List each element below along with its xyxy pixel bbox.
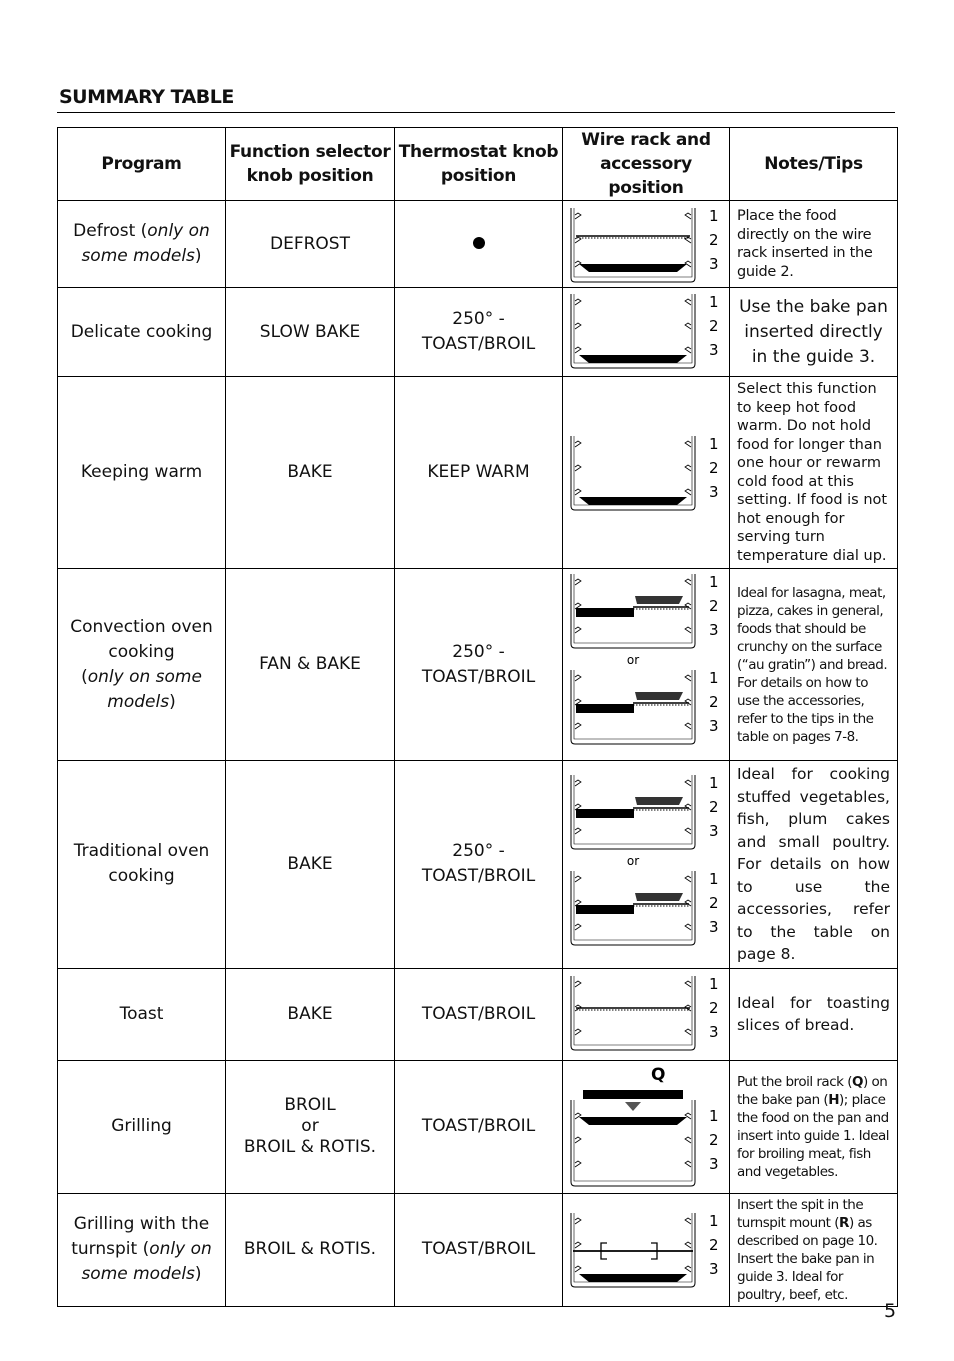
- notes-cell: [730, 1193, 898, 1306]
- rack-level-label: 2: [709, 596, 719, 615]
- bake-pan: [579, 264, 687, 272]
- rack-diagram-cell: [563, 968, 730, 1060]
- dot-symbol: [473, 237, 485, 249]
- oven-body: [571, 1100, 695, 1186]
- guide-right: [685, 723, 691, 729]
- page-number: 5: [884, 1300, 897, 1322]
- guide-left: [575, 579, 581, 585]
- rack-level-label: 1: [709, 293, 719, 311]
- rack-level-label: 2: [709, 894, 719, 913]
- header-thermostat-line2: position: [440, 166, 517, 186]
- thermostat-cell: KEEP WARM: [395, 377, 563, 569]
- rack-level-label: 2: [709, 317, 719, 335]
- guide-right: [685, 876, 691, 882]
- guide-right: [685, 1218, 691, 1224]
- function-cell: BAKE: [226, 377, 395, 569]
- guide-left: [575, 780, 581, 786]
- program-italic: only on some models: [81, 1239, 212, 1284]
- program-text-end: ): [194, 1264, 202, 1284]
- down-arrow-icon: [625, 1102, 641, 1111]
- rack-diagram-cell: [563, 569, 730, 761]
- notes-text: Insert the spit in the turnspit mount (: [737, 1196, 864, 1231]
- function-cell: BROIL & ROTIS.: [226, 1193, 395, 1306]
- rack-diagram-cell: [563, 761, 730, 969]
- rack-diagram-cell: [563, 288, 730, 377]
- program-paren-close: ): [169, 691, 176, 712]
- rack-level-label: 2: [709, 231, 719, 249]
- oven-diagram-pan3: [563, 428, 729, 518]
- rack-level-label: 2: [709, 999, 719, 1017]
- guide-left: [575, 347, 581, 353]
- rack-level-label: 3: [709, 255, 719, 273]
- program-text-end: ): [194, 246, 202, 266]
- guide-right: [685, 828, 691, 834]
- function-line3: BROIL & ROTIS.: [243, 1137, 377, 1157]
- guide-left: [575, 323, 581, 329]
- function-line2: or: [301, 1116, 319, 1136]
- oven-inner-wall: [574, 1100, 692, 1181]
- notes-text: ) on the bake pan (: [737, 1073, 888, 1108]
- header-notes: Notes/Tips: [730, 128, 898, 201]
- oven-diagram-dual: [563, 572, 729, 758]
- program-line1: Traditional oven: [73, 841, 210, 862]
- guide-left: [575, 1218, 581, 1224]
- notes-cell: Place the food directly on the wire rack inserted in the guide 2.: [730, 201, 898, 288]
- notes-bold-h: H: [828, 1091, 839, 1108]
- oven-diagram-grill: [563, 1064, 729, 1190]
- program-cell: Keeping warm: [58, 377, 226, 569]
- guide-right: [685, 323, 691, 329]
- oven-wall: [571, 976, 695, 1050]
- notes-cell: Use the bake pan inserted directly in the guide 3.: [730, 288, 898, 377]
- thermostat-line1: 250° -: [452, 841, 505, 862]
- rack-level-label: 3: [709, 482, 719, 501]
- rack-level-label: 1: [709, 870, 719, 889]
- program-line2: cooking: [108, 866, 175, 887]
- bake-pan: [579, 1274, 687, 1282]
- function-cell: DEFROST: [226, 201, 395, 288]
- thermostat-cell: TOAST/BROIL: [395, 1193, 563, 1306]
- function-cell: [226, 1060, 395, 1193]
- rack-level-label: 1: [709, 774, 719, 793]
- header-thermostat-line1: Thermostat knob: [398, 142, 559, 162]
- rack-diagram-cell: [563, 377, 730, 569]
- guide-right: [685, 780, 691, 786]
- rack-level-label: 3: [709, 918, 719, 937]
- oven-inner-wall: [574, 1213, 692, 1282]
- header-rack: [563, 128, 730, 201]
- cake-tin: [635, 893, 683, 901]
- notes-cell: Select this function to keep hot food warm. Do not hold food for longer than one hour or rewarm cold food at this setting. If food is not hot enough for serving turn temperature dial up.: [730, 377, 898, 569]
- guide-right: [685, 675, 691, 681]
- guide-right: [685, 981, 691, 987]
- oven-diagram-dual: [563, 773, 729, 955]
- header-thermostat: [395, 128, 563, 201]
- function-line1: BROIL: [284, 1095, 336, 1115]
- rack-level-label: 3: [709, 341, 719, 359]
- guide-right: [685, 299, 691, 305]
- bake-pan: [579, 355, 687, 363]
- header-rack-line1: Wire rack and: [581, 130, 711, 150]
- guide-left: [575, 924, 581, 930]
- rack-level-label: 3: [709, 716, 719, 735]
- table-row: [58, 569, 898, 761]
- rack-diagram-cell: [563, 1060, 730, 1193]
- guide-left: [575, 489, 581, 495]
- guide-left: [575, 1113, 581, 1119]
- thermostat-line2: TOAST/BROIL: [421, 666, 536, 687]
- thermostat-cell: [395, 201, 563, 288]
- table-row: [58, 377, 898, 569]
- oven-inner-wall: [574, 294, 692, 363]
- rack-level-label: 2: [709, 1130, 719, 1149]
- guide-right: [685, 1029, 691, 1035]
- guide-right: [685, 900, 691, 906]
- guide-left: [575, 1266, 581, 1272]
- header-row: [58, 128, 898, 201]
- thermostat-cell: TOAST/BROIL: [395, 968, 563, 1060]
- oven-diagram-turnspit: [563, 1207, 729, 1293]
- or-label: or: [626, 854, 640, 869]
- rack-level-label: 3: [709, 1154, 719, 1173]
- program-cell: Delicate cooking: [58, 288, 226, 377]
- rack-level-label: 2: [709, 458, 719, 477]
- program-cell: Toast: [58, 968, 226, 1060]
- guide-right: [685, 1242, 691, 1248]
- or-label: or: [626, 652, 640, 667]
- rack-level-label: 3: [709, 620, 719, 639]
- thermostat-line1: 250° -: [452, 641, 505, 662]
- guide-left: [575, 1137, 581, 1143]
- title-rule: [57, 112, 895, 113]
- oven-diagram-toast: [563, 972, 729, 1056]
- oven-body: [571, 976, 695, 1050]
- guide-left: [575, 299, 581, 305]
- thermostat-line2: TOAST/BROIL: [421, 334, 536, 354]
- guide-left: [575, 1242, 581, 1248]
- bake-pan-side: [576, 809, 634, 818]
- program-cell: [58, 201, 226, 288]
- guide-left: [575, 465, 581, 471]
- guide-right: [685, 1161, 691, 1167]
- header-rack-line2: accessory position: [600, 154, 692, 198]
- notes-text: Put the broil rack (: [737, 1073, 852, 1090]
- broil-rack-label: Q: [651, 1064, 666, 1085]
- thermostat-cell: TOAST/BROIL: [395, 1060, 563, 1193]
- program-line1: Convection oven: [70, 616, 213, 637]
- cake-tin: [635, 692, 683, 700]
- guide-right: [685, 804, 691, 810]
- cake-tin: [635, 596, 683, 604]
- header-program: Program: [58, 128, 226, 201]
- thermostat-cell: [395, 761, 563, 969]
- notes-cell: Ideal for cooking stuffed vegetables, fish, plum cakes and small poultry. For details on how to use the accessories, refer to the table on page 8.: [730, 761, 898, 969]
- program-cell: [58, 761, 226, 969]
- bake-pan-side: [576, 905, 634, 914]
- oven-diagram-defrost: [563, 204, 729, 284]
- notes-text: ) as described on page 10. Insert the bake pan in guide 3. Ideal for poultry, beef, etc.: [737, 1214, 878, 1303]
- guide-right: [685, 347, 691, 353]
- header-function: [226, 128, 395, 201]
- function-cell: BAKE: [226, 761, 395, 969]
- rack-level-label: 1: [709, 1106, 719, 1125]
- notes-text: ); place the food on the pan and insert into guide 1. Ideal for broiling meat, fish and vegetables.: [737, 1091, 890, 1180]
- guide-right: [685, 441, 691, 447]
- program-text: Grilling with the turnspit (: [71, 1214, 210, 1259]
- bake-pan: [579, 497, 687, 505]
- guide-left: [575, 1029, 581, 1035]
- bake-pan-side: [576, 704, 634, 713]
- notes-bold-q: Q: [852, 1073, 863, 1090]
- function-cell: SLOW BAKE: [226, 288, 395, 377]
- program-cell: Grilling: [58, 1060, 226, 1193]
- guide-left: [575, 675, 581, 681]
- guide-left: [575, 213, 581, 219]
- rack-level-label: 1: [709, 668, 719, 687]
- rack-level-label: 1: [709, 1211, 719, 1230]
- cake-tin: [635, 797, 683, 805]
- guide-left: [575, 441, 581, 447]
- guide-right: [685, 603, 691, 609]
- thermostat-cell: [395, 288, 563, 377]
- header-function-line1: Function selector: [229, 142, 391, 162]
- thermostat-line1: 250° -: [452, 309, 505, 329]
- rack-level-label: 3: [709, 1023, 719, 1041]
- function-cell: FAN & BAKE: [226, 569, 395, 761]
- guide-left: [575, 627, 581, 633]
- guide-right: [685, 489, 691, 495]
- page-title: SUMMARY TABLE: [59, 86, 234, 108]
- table-row: [58, 1060, 898, 1193]
- guide-right: [685, 627, 691, 633]
- program-italic: only on some models: [81, 221, 210, 266]
- oven-diagram-pan3: [563, 290, 729, 374]
- program-line2: cooking: [108, 641, 175, 662]
- oven-wall: [571, 1100, 695, 1186]
- guide-left: [575, 828, 581, 834]
- rack-level-label: 3: [709, 1259, 719, 1278]
- table-row: [58, 761, 898, 969]
- thermostat-cell: [395, 569, 563, 761]
- rack-level-label: 1: [709, 207, 719, 225]
- rack-level-label: 2: [709, 1235, 719, 1254]
- function-cell: BAKE: [226, 968, 395, 1060]
- rack-level-label: 1: [709, 975, 719, 993]
- program-italic: only on some models: [87, 666, 202, 712]
- rack-diagram-cell: [563, 201, 730, 288]
- guide-left: [575, 876, 581, 882]
- table-row: [58, 968, 898, 1060]
- thermostat-line2: TOAST/BROIL: [421, 866, 536, 887]
- guide-left: [575, 981, 581, 987]
- broil-rack: [583, 1090, 683, 1099]
- notes-cell: Ideal for lasagna, meat, pizza, cakes in general, foods that should be crunchy on the surface (“au gratin”) and bread. For details on how to use the accessories, refer to the tips in the table on pages 7-8.: [730, 569, 898, 761]
- guide-right: [685, 1266, 691, 1272]
- notes-cell: [730, 1060, 898, 1193]
- guide-right: [685, 579, 691, 585]
- summary-table: [57, 127, 898, 1307]
- rack-diagram-cell: [563, 1193, 730, 1306]
- header-function-line2: knob position: [246, 166, 374, 186]
- guide-right: [685, 699, 691, 705]
- guide-right: [685, 1113, 691, 1119]
- guide-right: [685, 1137, 691, 1143]
- notes-bold-r: R: [839, 1214, 849, 1231]
- guide-right: [685, 924, 691, 930]
- guide-right: [685, 465, 691, 471]
- notes-cell: Ideal for toasting slices of bread.: [730, 968, 898, 1060]
- program-cell: [58, 569, 226, 761]
- table-row: [58, 201, 898, 288]
- guide-right: [685, 213, 691, 219]
- bake-pan-side: [576, 608, 634, 617]
- rack-level-label: 3: [709, 822, 719, 841]
- oven-inner-wall: [574, 436, 692, 505]
- rack-level-label: 1: [709, 434, 719, 453]
- rack-level-label: 1: [709, 572, 719, 591]
- bake-pan: [579, 1117, 687, 1125]
- program-text: Defrost (: [73, 221, 148, 241]
- program-cell: [58, 1193, 226, 1306]
- guide-left: [575, 723, 581, 729]
- rack-level-label: 2: [709, 798, 719, 817]
- program-paren-open: (: [81, 666, 88, 687]
- rack-level-label: 2: [709, 692, 719, 711]
- table-row: [58, 288, 898, 377]
- table-row: [58, 1193, 898, 1306]
- guide-left: [575, 1161, 581, 1167]
